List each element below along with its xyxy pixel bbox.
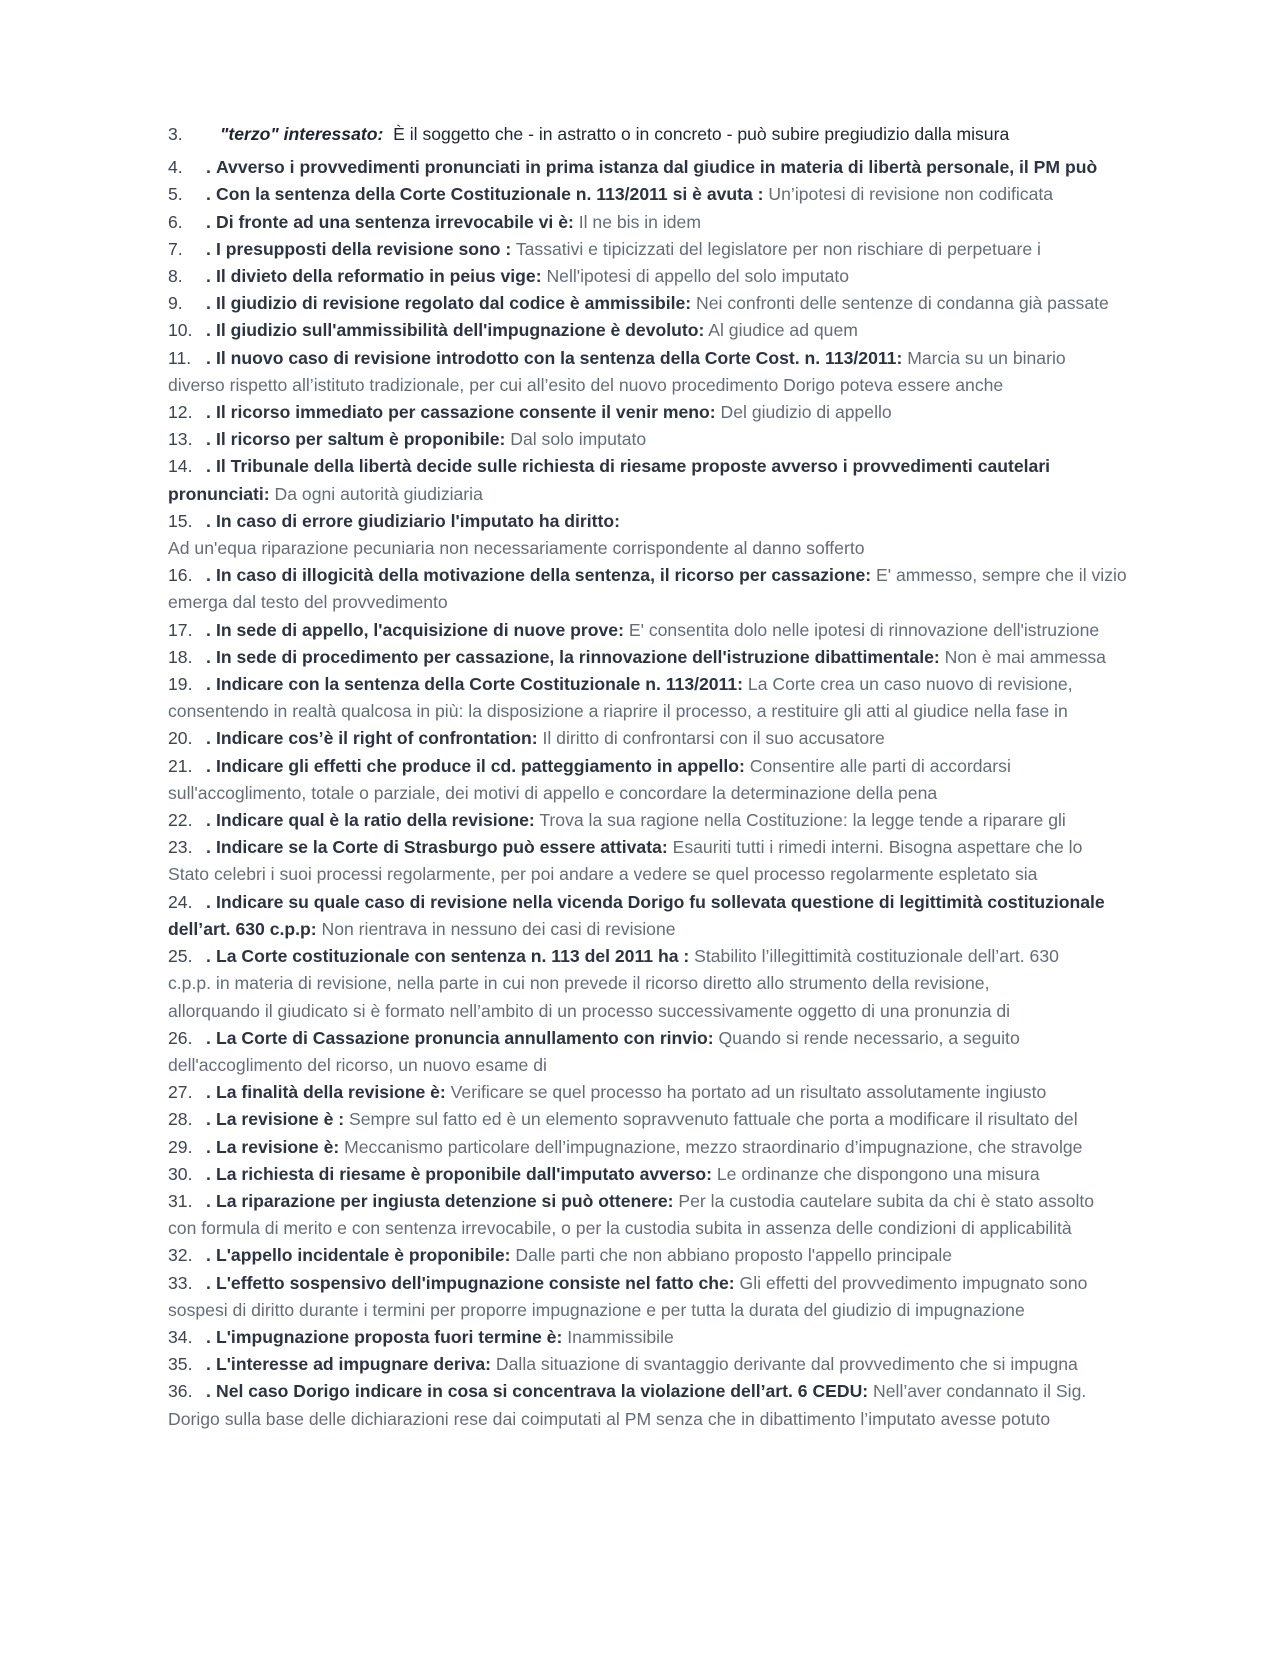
list-item xyxy=(168,236,1158,263)
list-item xyxy=(168,644,1158,671)
item-number: 7. xyxy=(168,238,183,259)
item-number: 26. xyxy=(168,1027,193,1048)
answer-text: Inammissibile xyxy=(562,1326,674,1347)
question-label: La Corte di Cassazione pronuncia annullamento con rinvio: xyxy=(216,1027,714,1048)
item-dot: . xyxy=(206,565,211,586)
item-number: 10. xyxy=(168,320,193,341)
question-label: L'impugnazione proposta fuori termine è: xyxy=(216,1326,563,1347)
item-number: 31. xyxy=(168,1190,193,1211)
list-item xyxy=(168,671,1158,698)
question-label: In sede di procedimento per cassazione, la rinnovazione dell'istruzione dibattimentale: xyxy=(216,646,940,667)
answer-text: Per la custodia cautelare subita da chi è stato assolto xyxy=(673,1190,1095,1211)
item-number: 12. xyxy=(168,402,193,423)
item-number: 35. xyxy=(168,1354,193,1375)
question-label: Di fronte ad una sentenza irrevocabile vi è: xyxy=(216,211,574,232)
list-item xyxy=(168,317,1158,344)
item-dot: . xyxy=(206,1109,211,1130)
list-item xyxy=(168,209,1158,236)
item-number: 28. xyxy=(168,1109,193,1130)
item-number: 17. xyxy=(168,619,193,640)
item-dot: . xyxy=(206,619,211,640)
question-label: In sede di appello, l'acquisizione di nuove prove: xyxy=(216,619,624,640)
item-number: 19. xyxy=(168,674,193,695)
list-item xyxy=(168,943,1158,970)
answer-text: Quando si rende necessario, a seguito xyxy=(713,1027,1020,1048)
answer-text: Dalle parti che non abbiano proposto l'appello principale xyxy=(510,1245,953,1266)
answer-text: Un’ipotesi di revisione non codificata xyxy=(763,184,1054,205)
question-label: Indicare con la sentenza della Corte Costituzionale n. 113/2011: xyxy=(216,674,744,695)
answer-text: Verificare se quel processo ha portato ad un risultato assolutamente ingiusto xyxy=(445,1082,1047,1103)
item-dot: . xyxy=(206,1354,211,1375)
item-dot: . xyxy=(206,674,211,695)
list-item xyxy=(168,562,1158,589)
item-number: 27. xyxy=(168,1082,193,1103)
question-label: Indicare gli effetti che produce il cd. patteggiamento in appello: xyxy=(216,755,745,776)
item-number: 18. xyxy=(168,646,193,667)
item-dot: . xyxy=(206,837,211,858)
item-number: 23. xyxy=(168,837,193,858)
question-label: "terzo" interessato: xyxy=(220,124,384,144)
list-item xyxy=(168,453,1158,480)
item-dot: . xyxy=(206,293,211,314)
question-label: Indicare qual è la ratio della revisione: xyxy=(216,810,535,831)
item-number: 34. xyxy=(168,1326,193,1347)
list-item xyxy=(168,1351,1158,1378)
list-item xyxy=(168,121,1158,148)
answer-text: Dalla situazione di svantaggio derivante dal provvedimento che si impugna xyxy=(491,1354,1078,1375)
item-dot: . xyxy=(206,184,211,205)
question-label: Con la sentenza della Corte Costituzionale n. 113/2011 si è avuta : xyxy=(216,184,764,205)
continuation-line: sull'accoglimento, totale o parziale, dei motivi di appello e concordare la determinazione della pena xyxy=(168,782,938,803)
item-number: 9. xyxy=(168,293,183,314)
item-dot: . xyxy=(206,266,211,287)
item-dot: . xyxy=(206,211,211,232)
answer-text: Meccanismo particolare dell’impugnazione, mezzo straordinario d’impugnazione, che stravolge xyxy=(339,1136,1083,1157)
question-label: In caso di illogicità della motivazione della sentenza, il ricorso per cassazione: xyxy=(216,565,872,586)
answer-text: E' consentita dolo nelle ipotesi di rinnovazione dell'istruzione xyxy=(623,619,1100,640)
continuation-line: diverso rispetto all’istituto tradizionale, per cui all’esito del nuovo procedimento Dorigo poteva essere anche xyxy=(168,374,1004,395)
question-label: Il ricorso per saltum è proponibile: xyxy=(216,429,506,450)
continuation-line: consentendo in realtà qualcosa in più: la disposizione a riaprire il processo, a restituire gli atti al giudice nella fase in xyxy=(168,701,1068,722)
question-label: Il divieto della reformatio in peius vige: xyxy=(216,266,542,287)
item-dot: . xyxy=(206,1190,211,1211)
continuation-line: sospesi di diritto durante i termini per proporre impugnazione e per tutta la durata del giudizio di impugnazione xyxy=(168,1299,1025,1320)
question-label: La revisione è: xyxy=(216,1136,340,1157)
continuation-line xyxy=(168,916,1158,943)
list-item xyxy=(168,1079,1158,1106)
question-label: Indicare cos’è il right of confrontation: xyxy=(216,728,538,749)
item-dot: . xyxy=(206,1245,211,1266)
question-label: dell’art. 630 c.p.p: xyxy=(168,918,317,939)
item-number: 5. xyxy=(168,184,183,205)
list-item xyxy=(168,263,1158,290)
item-number: 33. xyxy=(168,1272,193,1293)
question-label: I presupposti della revisione sono : xyxy=(216,238,512,259)
list-item xyxy=(168,807,1158,834)
question-answer-list xyxy=(168,121,1158,1433)
item-dot: . xyxy=(206,1326,211,1347)
question-label: Indicare se la Corte di Strasburgo può essere attivata: xyxy=(216,837,668,858)
question-label: pronunciati: xyxy=(168,483,270,504)
answer-text: Nei confronti delle sentenze di condanna già passate xyxy=(691,293,1109,314)
item-number: 29. xyxy=(168,1136,193,1157)
list-item xyxy=(168,426,1158,453)
answer-text: Tassativi e tipicizzati del legislatore per non rischiare di perpetuare i xyxy=(511,238,1041,259)
answer-text: Gli effetti del provvedimento impugnato sono xyxy=(734,1272,1088,1293)
continuation-line: Stato celebri i suoi processi regolarmente, per poi andare a vedere se quel processo regolarmente espletato sia xyxy=(168,864,1038,885)
item-number: 30. xyxy=(168,1163,193,1184)
list-item xyxy=(168,617,1158,644)
item-number: 21. xyxy=(168,755,193,776)
item-number: 8. xyxy=(168,266,183,287)
item-dot: . xyxy=(206,157,211,178)
item-number: 3. xyxy=(168,124,183,144)
answer-text: Da ogni autorità giudiziaria xyxy=(269,483,483,504)
list-item xyxy=(168,753,1158,780)
item-dot: . xyxy=(206,456,211,477)
item-dot: . xyxy=(206,755,211,776)
question-label: Il giudizio di revisione regolato dal codice è ammissibile: xyxy=(216,293,692,314)
answer-text: Consentire alle parti di accordarsi xyxy=(744,755,1011,776)
item-number: 32. xyxy=(168,1245,193,1266)
question-label: In caso di errore giudiziario l'imputato ha diritto: xyxy=(216,510,620,531)
list-item xyxy=(168,1242,1158,1269)
item-number: 4. xyxy=(168,157,183,178)
list-item xyxy=(168,181,1158,208)
item-dot: . xyxy=(206,429,211,450)
item-number: 16. xyxy=(168,565,193,586)
answer-text: Marcia su un binario xyxy=(902,347,1066,368)
item-number: 14. xyxy=(168,456,193,477)
item-dot: . xyxy=(206,1381,211,1402)
item-number: 15. xyxy=(168,510,193,531)
answer-text: Stabilito l’illegittimità costituzionale dell’art. 630 xyxy=(689,946,1059,967)
item-dot: . xyxy=(206,238,211,259)
continuation-line: Ad un'equa riparazione pecuniaria non necessariamente corrispondente al danno sofferto xyxy=(168,538,865,559)
continuation-line: dell'accoglimento del ricorso, un nuovo esame di xyxy=(168,1054,547,1075)
list-item xyxy=(168,1378,1158,1405)
continuation-line: con formula di merito e con sentenza irrevocabile, o per la custodia subita in assenza delle condizioni di applicabilità xyxy=(168,1218,1072,1239)
item-dot: . xyxy=(206,1272,211,1293)
question-label: La riparazione per ingiusta detenzione si può ottenere: xyxy=(216,1190,674,1211)
answer-text: Nell’aver condannato il Sig. xyxy=(868,1381,1087,1402)
item-dot: . xyxy=(206,728,211,749)
item-number: 6. xyxy=(168,211,183,232)
list-item xyxy=(168,290,1158,317)
list-item xyxy=(168,1324,1158,1351)
item-dot: . xyxy=(206,320,211,341)
answer-text: Trova la sua ragione nella Costituzione: la legge tende a riparare gli xyxy=(534,810,1066,831)
item-number: 20. xyxy=(168,728,193,749)
answer-text: La Corte crea un caso nuovo di revisione, xyxy=(743,674,1073,695)
item-dot: . xyxy=(206,646,211,667)
item-dot: . xyxy=(206,891,211,912)
question-label: Indicare su quale caso di revisione nella vicenda Dorigo fu sollevata questione di legittimità costituzionale xyxy=(216,891,1105,912)
list-item xyxy=(168,154,1158,181)
question-label: Il Tribunale della libertà decide sulle richiesta di riesame proposte avverso i provvedimenti cautelari xyxy=(216,456,1051,477)
item-number: 25. xyxy=(168,946,193,967)
question-label: L'appello incidentale è proponibile: xyxy=(216,1245,511,1266)
answer-text: Sempre sul fatto ed è un elemento sopravvenuto fattuale che porta a modificare il risultato del xyxy=(344,1109,1078,1130)
question-label: La finalità della revisione è: xyxy=(216,1082,446,1103)
answer-text: E' ammesso, sempre che il vizio xyxy=(871,565,1127,586)
list-item xyxy=(168,725,1158,752)
item-dot: . xyxy=(206,1027,211,1048)
list-item xyxy=(168,508,1158,535)
item-dot: . xyxy=(206,510,211,531)
item-dot: . xyxy=(206,1136,211,1157)
list-item xyxy=(168,1025,1158,1052)
answer-text: Le ordinanze che dispongono una misura xyxy=(711,1163,1040,1184)
item-dot: . xyxy=(206,946,211,967)
list-item xyxy=(168,1188,1158,1215)
continuation-line: Dorigo sulla base delle dichiarazioni rese dai coimputati al PM senza che in dibattimento l’imputato avesse potuto xyxy=(168,1408,1051,1429)
question-label: Il nuovo caso di revisione introdotto con la sentenza della Corte Cost. n. 113/2011: xyxy=(216,347,903,368)
item-dot: . xyxy=(206,810,211,831)
continuation-line: emerga dal testo del provvedimento xyxy=(168,592,448,613)
list-item xyxy=(168,1161,1158,1188)
question-label: L'interesse ad impugnare deriva: xyxy=(216,1354,492,1375)
answer-text: Dal solo imputato xyxy=(505,429,647,450)
continuation-line xyxy=(168,481,1158,508)
item-dot: . xyxy=(206,1082,211,1103)
list-item xyxy=(168,1106,1158,1133)
answer-text: Il ne bis in idem xyxy=(573,211,701,232)
list-item xyxy=(168,889,1158,916)
item-dot: . xyxy=(206,347,211,368)
question-label: La Corte costituzionale con sentenza n. 113 del 2011 ha : xyxy=(216,946,690,967)
answer-text: Non rientrava in nessuno dei casi di revisione xyxy=(316,918,676,939)
list-item xyxy=(168,1134,1158,1161)
question-label: La revisione è : xyxy=(216,1109,345,1130)
list-item xyxy=(168,834,1158,861)
continuation-line: c.p.p. in materia di revisione, nella parte in cui non prevede il ricorso diretto allo strumento della revisione, xyxy=(168,973,990,994)
question-label: Il ricorso immediato per cassazione consente il venir meno: xyxy=(216,402,716,423)
question-label: L'effetto sospensivo dell'impugnazione consiste nel fatto che: xyxy=(216,1272,735,1293)
item-number: 36. xyxy=(168,1381,193,1402)
item-dot: . xyxy=(206,1163,211,1184)
continuation-line: allorquando il giudicato si è formato nell’ambito di un processo successivamente oggetto di una pronunzia di xyxy=(168,1000,1011,1021)
answer-text: Non è mai ammessa xyxy=(939,646,1106,667)
question-label: La richiesta di riesame è proponibile dall'imputato avverso: xyxy=(216,1163,712,1184)
answer-text: Il diritto di confrontarsi con il suo accusatore xyxy=(537,728,885,749)
question-label: Il giudizio sull'ammissibilità dell'impugnazione è devoluto: xyxy=(216,320,705,341)
answer-text: È il soggetto che - in astratto o in concreto - può subire pregiudizio dalla misura xyxy=(383,124,1010,144)
answer-text: Al giudice ad quem xyxy=(704,320,858,341)
list-item xyxy=(168,345,1158,372)
answer-text: Nell'ipotesi di appello del solo imputato xyxy=(541,266,850,287)
answer-text: Esauriti tutti i rimedi interni. Bisogna aspettare che lo xyxy=(667,837,1083,858)
question-label: Nel caso Dorigo indicare in cosa si concentrava la violazione dell’art. 6 CEDU: xyxy=(216,1381,869,1402)
item-number: 11. xyxy=(168,347,192,368)
answer-text: Del giudizio di appello xyxy=(715,402,892,423)
question-label: Avverso i provvedimenti pronunciati in prima istanza dal giudice in materia di libertà personale, il PM può xyxy=(216,157,1098,178)
list-item xyxy=(168,1270,1158,1297)
list-item xyxy=(168,399,1158,426)
item-number: 24. xyxy=(168,891,193,912)
item-dot: . xyxy=(206,402,211,423)
item-number: 22. xyxy=(168,810,193,831)
item-number: 13. xyxy=(168,429,193,450)
